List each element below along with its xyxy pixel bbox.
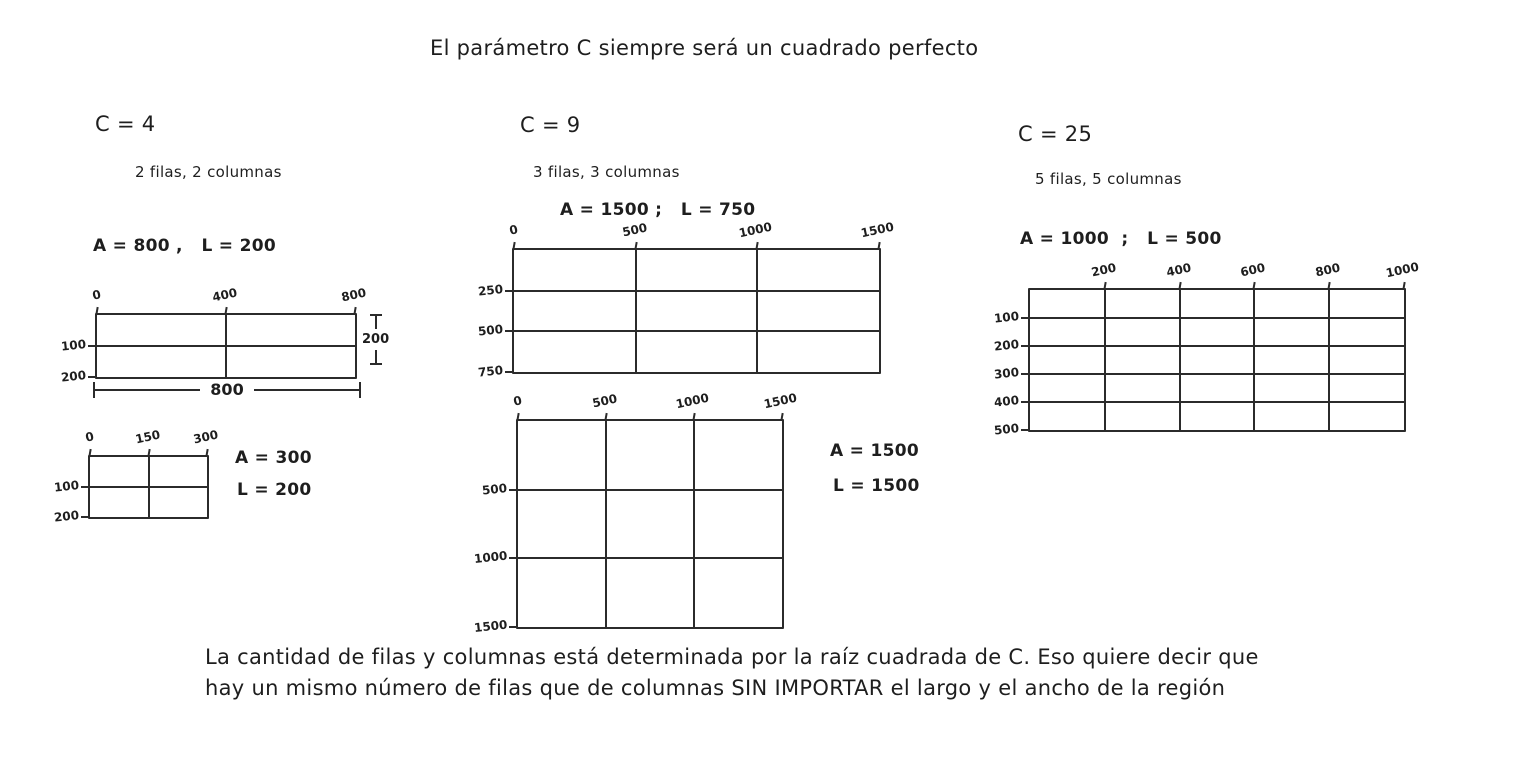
x-tick-mark <box>224 307 227 315</box>
x-tick-mark <box>1328 282 1331 290</box>
height-measure-label: 200 <box>362 332 390 347</box>
y-tick-label: 100 <box>53 478 80 495</box>
x-tick-label: 400 <box>1164 260 1193 280</box>
grid-hline <box>514 330 879 332</box>
y-tick-label: 500 <box>477 322 504 339</box>
y-tick-mark <box>1021 317 1028 319</box>
grid-hline <box>1030 373 1404 375</box>
x-tick-mark <box>516 413 519 421</box>
x-tick-mark <box>1253 282 1256 290</box>
grid-vline <box>635 250 637 372</box>
x-tick-mark <box>205 449 208 457</box>
measure-cap-bottom <box>370 350 382 365</box>
y-tick-label: 200 <box>993 337 1020 354</box>
c9-label: C = 9 <box>520 113 581 137</box>
x-tick-mark <box>1178 282 1181 290</box>
c9-rows-cols-label: 3 filas, 3 columnas <box>533 163 680 181</box>
x-tick-mark <box>634 242 637 250</box>
x-tick-label: 1000 <box>674 390 711 412</box>
x-tick-label: 800 <box>340 285 368 305</box>
grid-c9-square <box>472 390 799 636</box>
y-tick-mark <box>88 345 95 347</box>
x-tick-mark <box>353 307 356 315</box>
c4-width-measure <box>93 382 361 398</box>
x-tick-mark <box>692 413 695 421</box>
grid-hline <box>97 345 355 347</box>
y-tick-mark <box>505 290 512 292</box>
grid-vline <box>1179 290 1181 430</box>
x-tick-mark <box>1402 282 1405 290</box>
y-tick-mark <box>81 486 88 488</box>
y-tick-label: 1000 <box>472 548 508 567</box>
y-tick-mark <box>509 489 516 491</box>
c25-params-label: A = 1000 ; L = 500 <box>1020 229 1222 249</box>
x-tick-label: 500 <box>591 391 619 411</box>
x-tick-label: 0 <box>91 287 103 303</box>
x-tick-label: 1000 <box>1384 259 1421 281</box>
page-title: El parámetro C siempre será un cuadrado perfecto <box>430 36 979 60</box>
c25-label: C = 25 <box>1018 122 1093 146</box>
x-tick-label: 1000 <box>737 219 774 241</box>
measure-bar <box>254 389 359 391</box>
y-tick-label: 100 <box>993 309 1020 326</box>
x-tick-label: 1500 <box>762 390 799 412</box>
y-tick-label: 250 <box>477 281 504 299</box>
c9-area-label: A = 1500 <box>830 441 919 461</box>
grid-hline <box>518 489 782 491</box>
x-tick-mark <box>147 449 150 457</box>
grid-hline <box>1030 345 1404 347</box>
c9-length-label: L = 1500 <box>833 476 920 496</box>
c9-params-label: A = 1500 ; L = 750 <box>560 200 756 220</box>
y-tick-mark <box>88 376 95 378</box>
x-tick-mark <box>1103 282 1106 290</box>
grid-vline <box>1328 290 1330 430</box>
grid-c25 <box>993 259 1421 438</box>
y-tick-label: 400 <box>993 393 1020 410</box>
footer-line-1: La cantidad de filas y columnas está determinada por la raíz cuadrada de C. Eso quiere decir que <box>205 645 1259 669</box>
x-tick-label: 200 <box>1089 260 1118 280</box>
c4-rows-cols-label: 2 filas, 2 columnas <box>135 163 282 181</box>
width-measure-label: 800 <box>210 380 244 399</box>
grid-c4-main <box>60 285 368 385</box>
y-tick-mark <box>81 516 88 518</box>
x-tick-label: 400 <box>211 285 239 305</box>
y-tick-label: 200 <box>53 508 80 525</box>
y-tick-mark <box>509 557 516 559</box>
measure-cap-top <box>370 314 382 329</box>
y-tick-mark <box>505 330 512 332</box>
x-tick-label: 0 <box>508 222 520 238</box>
x-tick-label: 500 <box>620 220 649 240</box>
grid-hline <box>1030 317 1404 319</box>
grid-vline <box>1104 290 1106 430</box>
y-tick-label: 1500 <box>472 617 508 636</box>
x-tick-label: 300 <box>192 427 220 447</box>
x-tick-mark <box>877 242 880 250</box>
x-tick-mark <box>95 307 98 315</box>
x-tick-label: 150 <box>133 427 161 447</box>
y-tick-label: 300 <box>993 365 1020 382</box>
y-tick-label: 500 <box>481 480 508 498</box>
grid-c9-wide <box>477 219 896 380</box>
c4-length-label: L = 200 <box>237 480 312 500</box>
y-tick-mark <box>505 371 512 373</box>
grid-hline <box>1030 401 1404 403</box>
c4-label: C = 4 <box>95 112 156 136</box>
x-tick-label: 0 <box>512 393 524 409</box>
x-tick-mark <box>780 413 783 421</box>
y-tick-mark <box>509 626 516 628</box>
grid-hline <box>514 290 879 292</box>
y-tick-mark <box>1021 345 1028 347</box>
c4-area-label: A = 300 <box>235 448 312 468</box>
y-tick-mark <box>1021 401 1028 403</box>
c4-params-label: A = 800 , L = 200 <box>93 236 276 256</box>
grid-c4-small <box>53 427 220 525</box>
x-tick-label: 800 <box>1314 260 1342 280</box>
x-tick-label: 0 <box>84 429 96 445</box>
grid-vline <box>1253 290 1255 430</box>
y-tick-label: 200 <box>60 368 87 385</box>
measure-bar <box>95 389 200 391</box>
grid-hline <box>518 557 782 559</box>
y-tick-mark <box>1021 373 1028 375</box>
footer-line-2: hay un mismo número de filas que de columnas SIN IMPORTAR el largo y el ancho de la región <box>205 676 1226 700</box>
grid-vline <box>756 250 758 372</box>
c4-height-measure <box>362 314 389 365</box>
grid-vline <box>605 421 607 627</box>
x-tick-mark <box>604 413 607 421</box>
grid-hline <box>90 486 207 488</box>
x-tick-mark <box>88 449 91 457</box>
x-tick-label: 600 <box>1239 260 1267 280</box>
x-tick-label: 1500 <box>859 219 896 241</box>
y-tick-label: 750 <box>477 363 504 380</box>
x-tick-mark <box>512 242 515 250</box>
y-tick-mark <box>1021 429 1028 431</box>
x-tick-mark <box>756 242 759 250</box>
y-tick-label: 500 <box>993 421 1020 438</box>
y-tick-label: 100 <box>60 337 87 354</box>
c25-rows-cols-label: 5 filas, 5 columnas <box>1035 170 1182 188</box>
grid-vline <box>693 421 695 627</box>
